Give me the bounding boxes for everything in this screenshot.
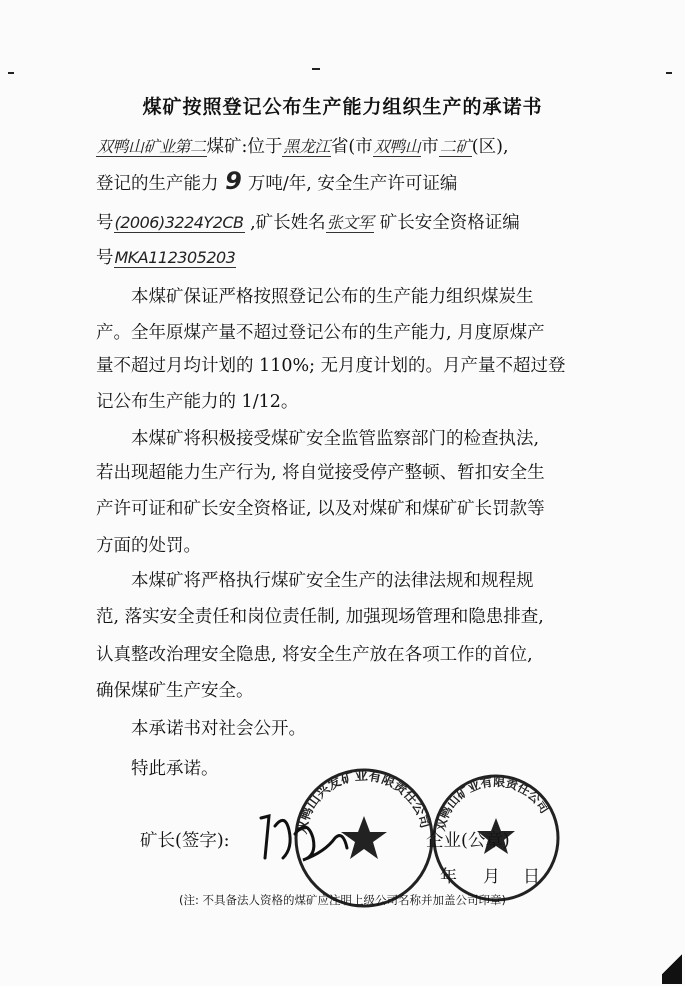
license-prefix: 号 <box>96 213 114 233</box>
province-suffix: 省(市 <box>330 137 373 157</box>
paragraph-3-line-1: 本煤矿将严格执行煤矿安全生产的法律法规和规程规 <box>96 571 534 591</box>
date-day-label: 日 <box>523 867 540 887</box>
manager-name-handwritten: 张文军 <box>326 213 374 232</box>
public-statement: 本承诺书对社会公开。 <box>96 719 306 739</box>
header-line-2 <box>96 166 586 199</box>
paragraph-3-line-3: 认真整改治理安全隐患, 将安全生产放在各项工作的首位, <box>96 645 533 665</box>
city-suffix: 市 <box>421 137 439 157</box>
cert-label: 矿长安全资格证编 <box>379 213 520 233</box>
date-month-label: 月 <box>483 867 500 887</box>
commitment-statement: 特此承诺。 <box>96 759 219 779</box>
cert-handwritten: MKA112305203 <box>114 248 236 267</box>
manager-signature-label: 矿长(签字): <box>140 831 230 851</box>
province-handwritten: 黑龙江 <box>283 137 330 156</box>
paragraph-3-line-2: 范, 落实安全责任和岗位责任制, 加强现场管理和隐患排查, <box>96 607 544 627</box>
paragraph-3-line-4: 确保煤矿生产安全。 <box>96 681 254 701</box>
date-year-label: 年 <box>440 867 457 887</box>
district-handwritten: 二矿 <box>439 137 471 156</box>
manager-label: ,矿长姓名 <box>250 213 326 233</box>
paragraph-2-line-3: 产许可证和矿长安全资格证, 以及对煤矿和煤矿矿长罚款等 <box>96 499 545 519</box>
paragraph-1-line-3: 量不超过月均计划的 110%; 无月度计划的。月产量不超过登 <box>96 356 566 376</box>
license-handwritten: (2006)3224Y2CB <box>114 213 244 232</box>
paragraph-1-line-1: 本煤矿保证严格按照登记公布的生产能力组织煤炭生 <box>96 287 534 307</box>
paragraph-2-line-4: 方面的处罚。 <box>96 536 201 556</box>
mine-label: 煤矿:位于 <box>206 137 283 157</box>
footnote: (注: 不具备法人资格的煤矿应注明上级公司名称并加盖公司印章) <box>179 893 506 907</box>
capacity-handwritten: 9 <box>225 167 242 195</box>
paragraph-1-line-2: 产。全年原煤产量不超过登记公布的生产能力, 月度原煤产 <box>96 323 545 343</box>
document-title: 煤矿按照登记公布生产能力组织生产的承诺书 <box>142 96 543 118</box>
city-handwritten: 双鸭山 <box>373 137 421 156</box>
cert-prefix: 号 <box>96 248 114 268</box>
header-line-3 <box>96 208 586 238</box>
header-line-4 <box>96 243 586 273</box>
header-line-1 <box>96 132 586 162</box>
paragraph-2-line-2: 若出现超能力生产行为, 将自觉接受停产整顿、暂扣安全生 <box>96 463 545 483</box>
handwritten-signature <box>255 808 355 868</box>
paragraph-2-line-1: 本煤矿将积极接受煤矿安全监管监察部门的检查执法, <box>96 429 540 449</box>
enterprise-seal-label: 企业(公章) <box>426 831 510 851</box>
district-suffix: (区), <box>471 137 509 157</box>
capacity-prefix: 登记的生产能力 <box>96 174 219 194</box>
mine-name-handwritten: 双鸭山矿业第二 <box>97 137 206 156</box>
right-seal-text: 双鸭山矿业有限责任公司 <box>433 774 552 833</box>
paragraph-1-line-4: 记公布生产能力的 1/12。 <box>96 392 299 412</box>
left-seal-text: 双鸭山兴发矿业有限责任公司 <box>294 768 433 836</box>
capacity-suffix: 万吨/年, 安全生产许可证编 <box>247 174 458 194</box>
